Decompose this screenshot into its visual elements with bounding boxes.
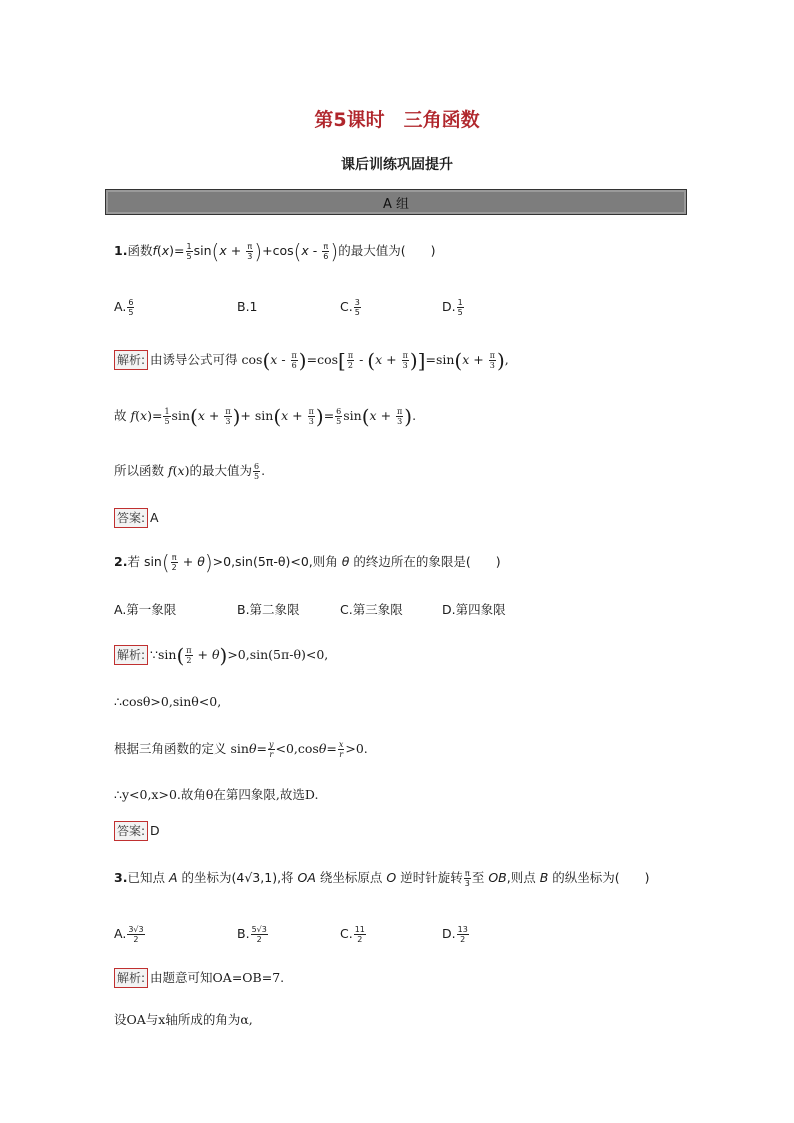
question-3: 3.已知点 A 的坐标为(4√3,1),将 OA 绕坐标原点 O 逆时针旋转 $\frac{\pi}{3}$ 至 OB,则点 B 的纵坐标为( )	[114, 869, 650, 888]
analysis-tag: 解析:	[114, 645, 148, 665]
group-header-bar	[105, 189, 687, 215]
question-1-analysis-line-1: 解析: 由诱导公式可得 cos(x - $\frac{\pi}{6}$ )=cos[ $\frac{\pi}{2}$ - (x + $\frac{\pi}{3}$ )]=sin(x + $\frac{\pi}{3}$ ),	[114, 350, 509, 371]
question-2-number: 2.	[114, 554, 128, 569]
question-1	[114, 241, 435, 262]
question-2-analysis-line-1: 解析: ∵sin( $\frac{\pi}{2}$ + θ)>0,sin(5π-θ)<0,	[114, 645, 328, 666]
question-1-prefix: 函数	[127, 243, 153, 258]
page-title: 第5课时 三角函数	[314, 109, 480, 131]
answer-tag: 答案:	[114, 821, 148, 841]
question-3-option-a: A. $\frac{3√3}{2}$	[114, 925, 144, 944]
answer-tag: 答案:	[114, 508, 148, 528]
question-2-option-a: A.第一象限	[114, 602, 177, 617]
question-3-number: 3.	[114, 870, 128, 885]
question-2: 2.若 sin( $\frac{\pi}{2}$ + θ)>0,sin(5π-θ)<0,则角 θ 的终边所在的象限是( )	[114, 550, 501, 575]
question-2-analysis-line-2: ∴cosθ>0,sinθ<0,	[114, 694, 222, 709]
question-3-option-d: D. $\frac{13}{2}$	[442, 925, 468, 944]
question-3-option-b: B. $\frac{5√3}{2}$	[237, 925, 267, 944]
question-1-answer-value: A	[150, 510, 159, 525]
question-2-analysis-line-4: ∴y<0,x>0.故角θ在第四象限,故选D.	[114, 787, 319, 802]
question-1-option-c: C. $\frac{3}{5}$	[340, 298, 360, 317]
question-2-analysis-line-3: 根据三角函数的定义 sinθ= $\frac{y}{r}$ <0,cosθ= $\frac{x}{r}$ >0.	[114, 740, 368, 759]
page-subtitle: 课后训练巩固提升	[341, 157, 453, 173]
analysis-tag: 解析:	[114, 350, 148, 370]
question-1-option-b: B.1	[237, 299, 258, 314]
question-1-option-d: D. $\frac{1}{5}$	[442, 298, 463, 317]
question-2-option-b: B.第二象限	[237, 602, 300, 617]
question-1-analysis-line-2: 故 f(x)= $\frac{1}{5}$ sin(x + $\frac{\pi}{3}$ )+ sin(x + $\frac{\pi}{3}$ )= $\frac{6}{5}$ sin(x + $\frac{\pi}{3}$ ).	[114, 404, 417, 429]
question-3-analysis-line-2: 设OA与x轴所成的角为α,	[114, 1012, 253, 1027]
question-1-number: 1.	[114, 243, 128, 258]
question-1-option-a: A. $\frac{6}{5}$	[114, 298, 134, 317]
question-1-tail: 的最大值为( )	[338, 243, 436, 258]
question-3-analysis-line-1: 解析: 由题意可知OA=OB=7.	[114, 968, 284, 988]
question-1-formula: f(x)= $\frac{1}{5}$ sin(x + $\frac{\pi}{3}$ )+cos(x - $\frac{\pi}{6}$ )	[152, 239, 339, 264]
analysis-tag: 解析:	[114, 968, 148, 988]
group-label: A 组	[382, 196, 410, 212]
question-1-answer	[114, 508, 159, 528]
question-3-option-c: C. $\frac{11}{2}$	[340, 925, 365, 944]
question-2-option-c: C.第三象限	[340, 602, 403, 617]
question-1-analysis-line-3: 所以函数 f(x)的最大值为 $\frac{6}{5}$ .	[114, 462, 266, 481]
question-2-option-d: D.第四象限	[442, 602, 506, 617]
question-2-answer	[114, 821, 160, 841]
question-2-answer-value: D	[150, 823, 160, 838]
